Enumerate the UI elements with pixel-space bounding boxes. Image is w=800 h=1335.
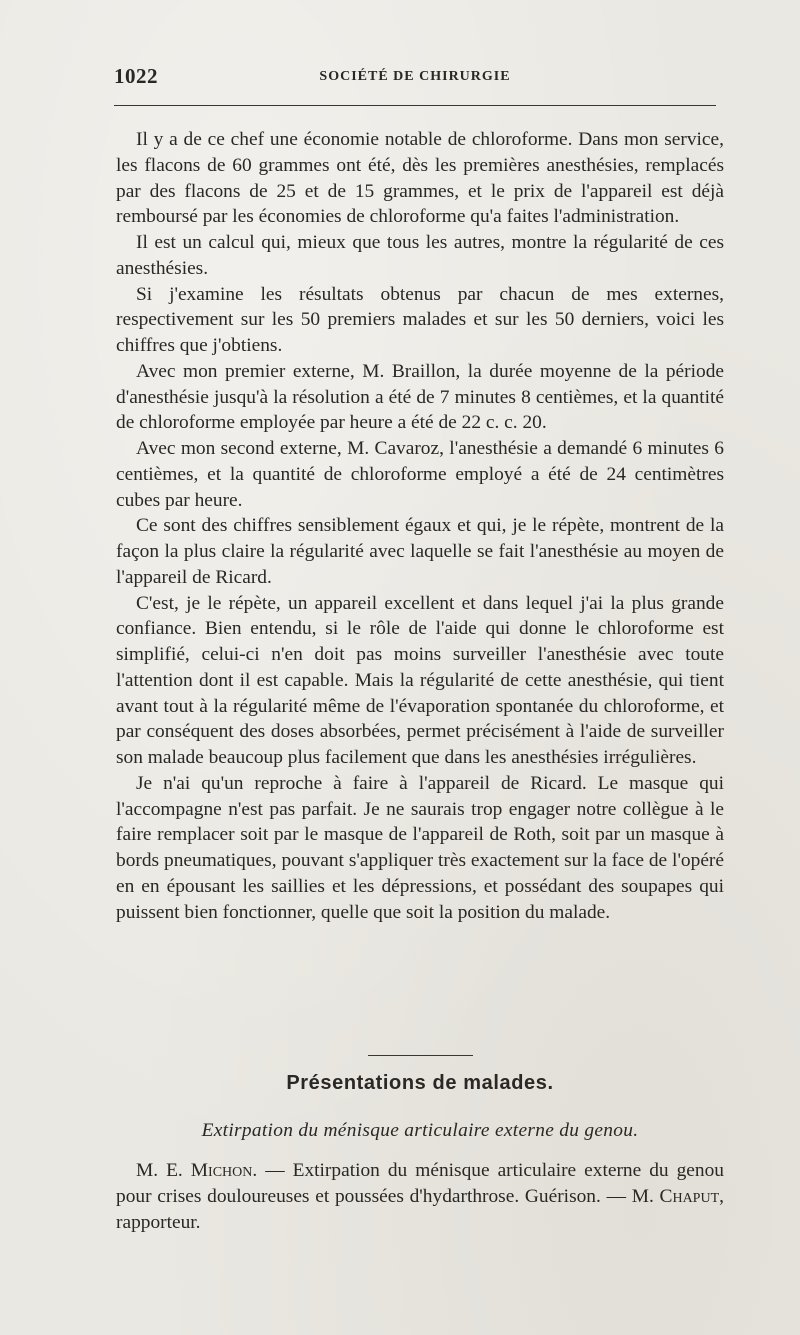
paragraph: Avec mon second externe, M. Cavaroz, l'anesthésie a demandé 6 minutes 6 centièmes, et la quantité de chloroforme employé a été de 24 centimètres cubes par heure. — [116, 438, 724, 511]
paragraph: Je n'ai qu'un reproche à faire à l'appareil de Ricard. Le masque qui l'accompagne n'est pas parfait. Je ne saurais trop engager notre collègue à le faire remplacer soit par le masque de l'appareil de Roth, soit par un masque à bords pneumatiques, pouvant s'appliquer très exactement sur la face de l'opéré en en épousant les saillies et les dépressions, et possédant des soupapes qui puissent bien fonctionner, quelle que soit la position du malade. — [116, 772, 724, 923]
body-text — [116, 127, 724, 925]
paragraph: Il est un calcul qui, mieux que tous les autres, montre la régularité de ces anesthésies. — [116, 232, 724, 279]
page-number: 1022 — [114, 64, 158, 88]
header-rule — [114, 105, 716, 106]
running-head: SOCIÉTÉ DE CHIRURGIE — [319, 69, 511, 84]
case-description: . — Extirpation du ménisque articulaire externe du genou pour crises douloureuses et poussées d'hydarthrose. Guérison. — M. — [116, 1160, 724, 1207]
page-header — [114, 64, 716, 94]
case-prefix: M. E. — [136, 1160, 191, 1181]
case-title: Extirpation du ménisque articulaire externe du genou. — [201, 1120, 639, 1141]
case-text — [116, 1158, 724, 1235]
case-suffix: , rapporteur. — [116, 1185, 724, 1233]
section-divider — [368, 1055, 473, 1056]
paragraph: Avec mon premier externe, M. Braillon, la durée moyenne de la période d'anesthésie jusqu'à la résolution a été de 7 minutes 8 centièmes, et la quantité de chloroforme employée par heure a été de 22 c. c. 20. — [116, 360, 724, 434]
case-paragraph — [116, 1158, 724, 1235]
paragraph: Il y a de ce chef une économie notable de chloroforme. Dans mon service, les flacons de 60 grammes ont été, dès les premières anesthésies, remplacés par des flacons de 25 et de 15 grammes, et le prix de l'appareil est déjà remboursé par les économies de chloroforme qu'a faites l'administration. — [116, 129, 724, 228]
section-title: Présentations de malades. — [286, 1072, 554, 1094]
paragraph: Ce sont des chiffres sensiblement égaux et qui, je le répète, montrent de la façon la plus claire la régularité avec laquelle se fait l'anesthésie au moyen de l'appareil de Ricard. — [116, 515, 724, 588]
author-name: Michon — [190, 1160, 253, 1181]
paragraph: Si j'examine les résultats obtenus par chacun de mes externes, respectivement sur les 50 premiers malades et sur les 50 derniers, voici les chiffres que j'obtiens. — [116, 283, 724, 356]
rapporteur-name: Chaput — [659, 1185, 720, 1207]
paragraph: C'est, je le répète, un appareil excellent et dans lequel j'ai la plus grande confiance. Bien entendu, si le rôle de l'aide qui donne le chloroforme est simplifié, celui-ci n'en doit pas moins surveiller l'anesthésie avec toute l'attention dont il est capable. Mais la régularité de cette anesthésie, qui tient avant tout à la régularité même de l'évaporation spontanée du chloroforme, et par conséquent des doses absorbées, permet précisément à l'aide de surveiller son malade beaucoup plus facilement que dans les anesthésies irrégulières. — [116, 592, 724, 768]
